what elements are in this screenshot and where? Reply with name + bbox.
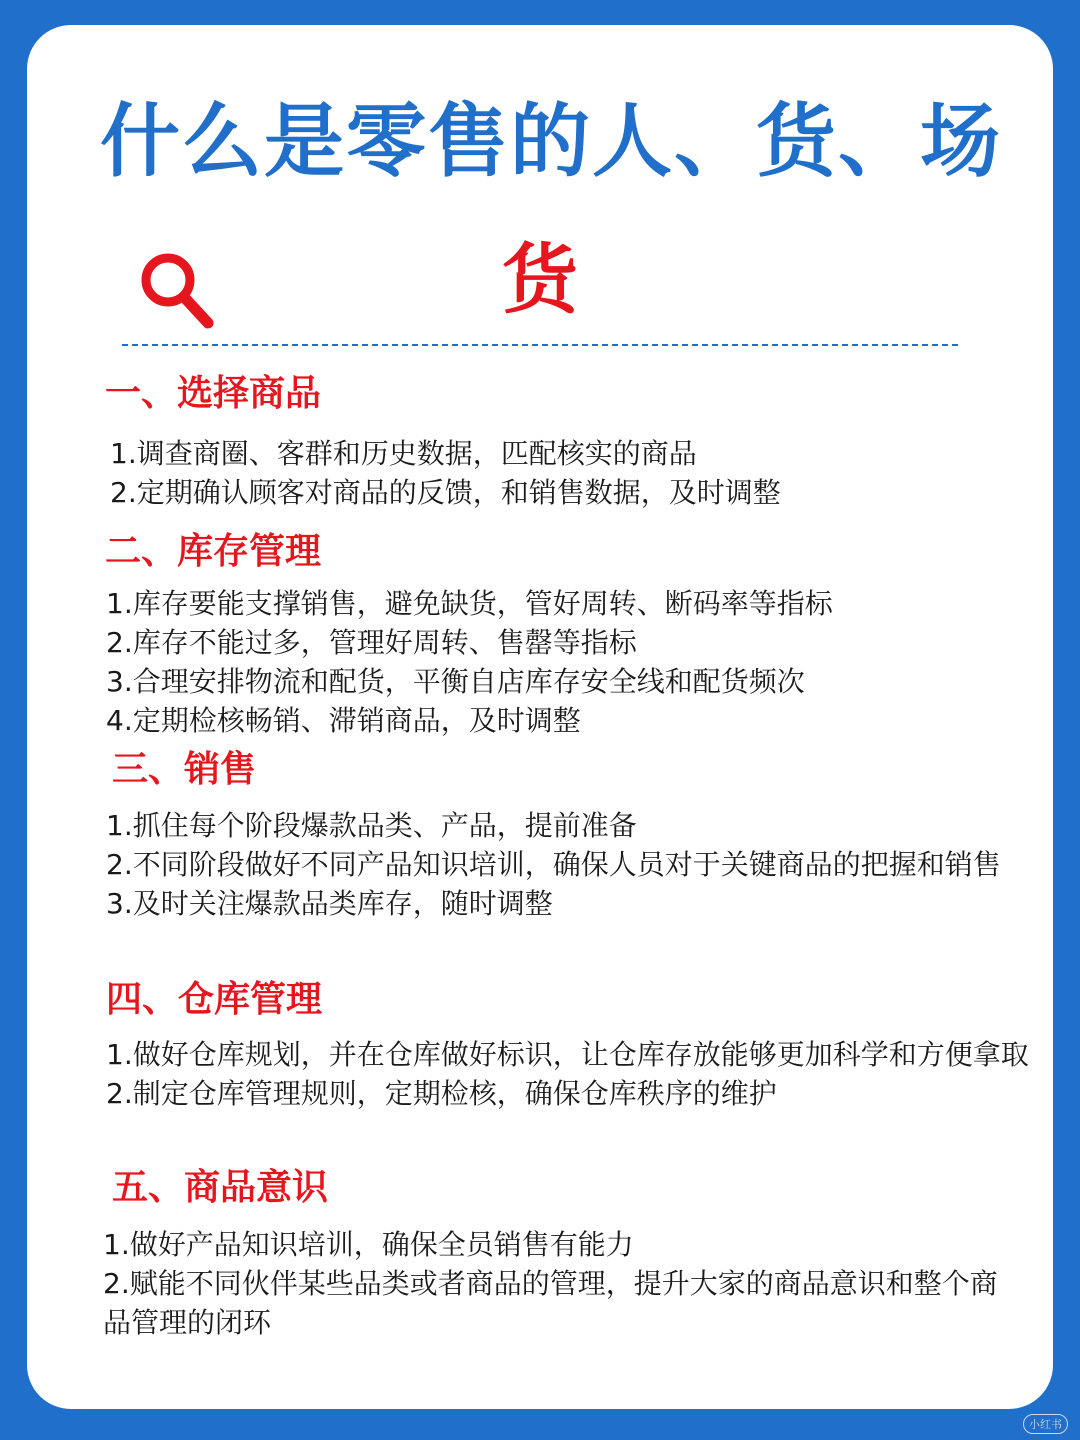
watermark: 小红书	[1023, 1414, 1068, 1434]
list-item: 1.做好仓库规划，并在仓库做好标识，让仓库存放能够更加科学和方便拿取	[106, 1038, 1029, 1071]
list-item: 3.及时关注爆款品类库存，随时调整	[106, 887, 553, 920]
dashed-divider	[122, 344, 958, 346]
list-item: 2.定期确认顾客对商品的反馈，和销售数据，及时调整	[110, 476, 781, 509]
section-3-items	[106, 806, 1016, 923]
page-title: 什么是零售的人、货、场	[100, 95, 1002, 188]
list-item: 1.调查商圈、客群和历史数据，匹配核实的商品	[110, 437, 697, 470]
section-heading-4: 四、仓库管理	[106, 979, 323, 1020]
list-item: 4.定期检核畅销、滞销商品，及时调整	[106, 704, 581, 737]
section-2-items	[106, 584, 1046, 740]
list-item: 2.库存不能过多，管理好周转、售罄等指标	[106, 626, 637, 659]
list-item: 1.库存要能支撑销售，避免缺货，管好周转、断码率等指标	[106, 587, 833, 620]
list-item: 2.赋能不同伙伴某些品类或者商品的管理，提升大家的商品意识和整个商品管理的闭环	[103, 1267, 998, 1339]
search-icon	[138, 250, 218, 332]
list-item: 2.不同阶段做好不同产品知识培训，确保人员对于关键商品的把握和销售	[106, 848, 1001, 881]
list-item: 2.制定仓库管理规则，定期检核，确保仓库秩序的维护	[106, 1077, 777, 1110]
section-heading-1: 一、选择商品	[105, 373, 322, 414]
list-item: 1.做好产品知识培训，确保全员销售有能力	[103, 1228, 634, 1261]
section-4-items	[106, 1035, 1046, 1113]
section-heading-2: 二、库存管理	[105, 531, 322, 572]
section-5-items	[103, 1225, 1013, 1342]
section-heading-5: 五、商品意识	[112, 1167, 329, 1208]
list-item: 3.合理安排物流和配货，平衡自店库存安全线和配货频次	[106, 665, 805, 698]
subtitle-goods: 货	[502, 235, 578, 324]
list-item: 1.抓住每个阶段爆款品类、产品，提前准备	[106, 809, 637, 842]
section-heading-3: 三、销售	[112, 749, 257, 790]
section-1-items	[110, 434, 1050, 512]
